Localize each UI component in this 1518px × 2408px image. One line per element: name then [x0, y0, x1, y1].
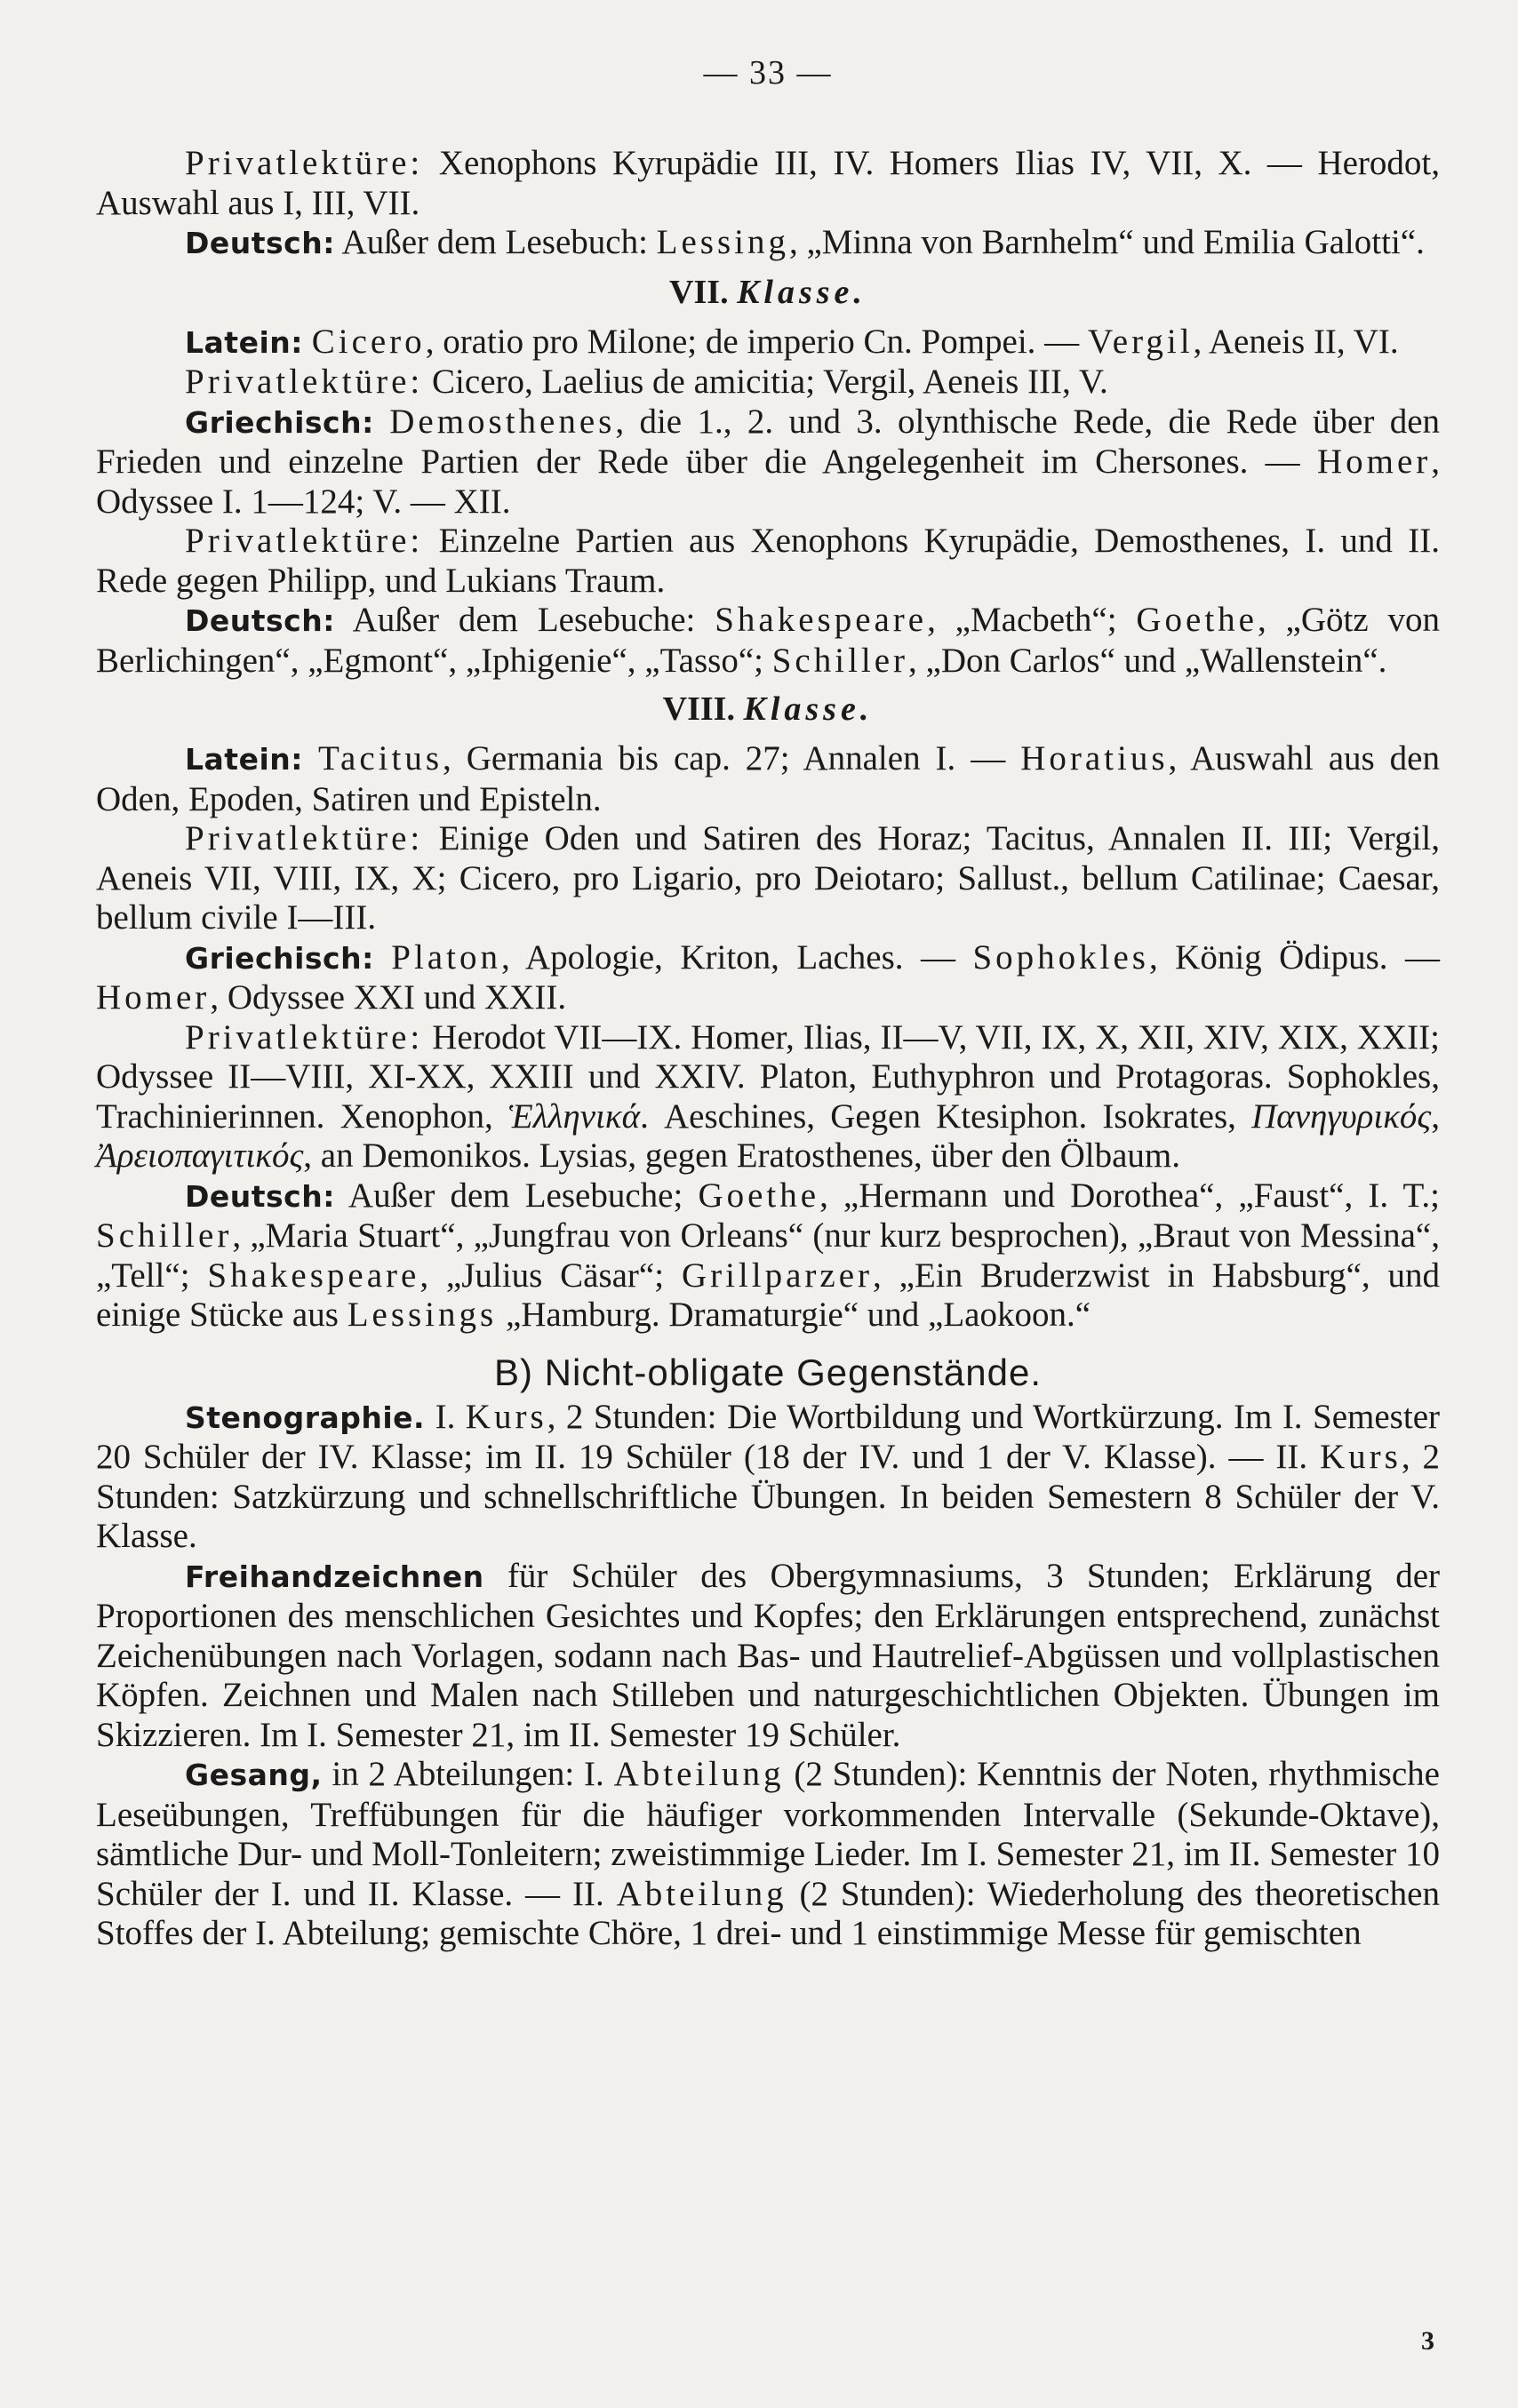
course-label: Kurs	[1320, 1438, 1402, 1476]
privatlektuere-label: Privatlektüre:	[185, 819, 424, 857]
author-name: Goethe	[698, 1176, 820, 1215]
author-name: Horatius	[1020, 739, 1169, 777]
text-run: , 2 Stunden: Satzkürzung und schnellschriftliche Übungen. In beiden Semestern 8 Schüler der V. Klasse.	[96, 1438, 1441, 1555]
author-name: Goethe	[1136, 601, 1258, 639]
subject-label: Stenographie.	[185, 1399, 426, 1435]
class-word: Klasse.	[743, 690, 874, 728]
class-heading-vii	[96, 273, 1440, 312]
privatlektuere-text: Einige Oden und Satiren des Horaz; Tacitus, Annalen II. III; Vergil, Aeneis VII, VIII, IX, X; Cicero, pro Ligario, pro Deiotaro; Sallust., bellum Catilinae; Caesar, bellum civile I—III.	[96, 819, 1440, 937]
course-label: Kurs	[465, 1397, 547, 1436]
author-name: Schiller	[96, 1216, 233, 1255]
text-run: , „Hermann und Dorothea“, „Faust“, I. T.;	[819, 1176, 1441, 1215]
privatlektuere-text: Cicero, Laelius de amicitia; Vergil, Aeneis III, V.	[423, 363, 1108, 401]
privatlektuere-paragraph	[96, 522, 1440, 601]
subject-label: Griechisch:	[185, 940, 374, 976]
text-run: , Odyssee I. 1—124; V. — XII.	[96, 443, 1440, 521]
text-run: in 2 Abteilungen: I.	[322, 1755, 614, 1793]
subject-label: Latein:	[185, 742, 303, 777]
text-run: , „Minna von Barnhelm“ und Emilia Galotti“.	[789, 223, 1425, 261]
text-run: Herodot VII—IX. Homer, Ilias, II—V, VII, IX, X, XII, XIV, XIX, XXII; Odyssee II—VIII, XI-XX, XXIII und XXIV. Platon, Euthyphron und Protagoras. Sophokles, Trachinierinnen. Xenophon,	[96, 1017, 1440, 1136]
deutsch-paragraph	[96, 601, 1440, 681]
text-run: , Odyssee XXI und XXII.	[210, 978, 567, 1017]
text-run: , oratio pro Milone; de imperio Cn. Pompei. —	[425, 322, 1088, 361]
text-run: , Apologie, Kriton, Laches. —	[500, 937, 973, 977]
division-label: Abteilung	[616, 1874, 787, 1913]
subject-label: Deutsch:	[185, 226, 335, 260]
author-name: Grillparzer	[681, 1256, 874, 1295]
subject-label: Deutsch:	[185, 1178, 335, 1214]
text-run: . Aeschines, Gegen Ktesiphon. Isokrates,	[640, 1096, 1252, 1136]
author-name: Tacitus	[317, 739, 443, 777]
author-name: Lessing	[656, 223, 789, 261]
deutsch-paragraph	[96, 1176, 1440, 1336]
subject-label: Latein:	[185, 324, 303, 360]
text-run: ,	[1431, 1096, 1440, 1136]
class-number: VII.	[669, 273, 729, 311]
subject-label: Freihandzeichnen	[185, 1559, 484, 1594]
signature-mark: 3	[1421, 2326, 1434, 2356]
text-run: , an Demonikos. Lysias, gegen Eratosthenes, über den Ölbaum.	[303, 1136, 1180, 1175]
greek-title: Ἀρειοπαγιτικός	[96, 1136, 304, 1175]
griechisch-paragraph	[96, 403, 1440, 522]
class-number: VIII.	[662, 690, 735, 728]
greek-title: Ἑλληνικά	[507, 1096, 641, 1136]
latein-paragraph	[96, 323, 1440, 363]
author-name: Homer	[96, 978, 211, 1017]
privatlektuere-label: Privatlektüre:	[185, 144, 424, 182]
author-name: Lessings	[347, 1296, 498, 1334]
freihandzeichnen-paragraph	[96, 1557, 1440, 1756]
author-name: Demosthenes	[389, 402, 616, 441]
text-run: für Schüler des Obergymnasiums, 3 Stunden; Erklärung der Proportionen des menschlichen Gesichtes und Kopfes; den Erklärungen entsprechend, zunächst Zeichenübungen nach Vorlagen, sodann nach Bas- und Hautrelief-Abgüssen und vollplastischen Köpfen. Zeichnen und Malen nach Stilleben und naturgeschichtlichen Objekten. Übungen im Skizzieren. Im I. Semester 21, im II. Semester 19 Schüler.	[96, 1556, 1440, 1754]
greek-title: Πανηγυρικός	[1251, 1096, 1432, 1136]
author-name: Shakespeare	[715, 601, 928, 639]
text-run: (2 Stunden): Kenntnis der Noten, rhythmische Leseübungen, Treffübungen für die häufiger vorkommenden Intervalle (Sekunde-Oktave), sämtliche Dur- und Moll-Tonleitern; zweistimmige Lieder. Im I. Semester 21, im II. Semester 10 Schüler der I. und II. Klasse. — II.	[96, 1755, 1440, 1913]
text-run: , die 1., 2. und 3. olynthische Rede, die Rede über den Frieden und einzelne Partien der Rede über die Angelegenheit im Chersones. —	[96, 402, 1441, 481]
text-run: , „Götz von Berlichingen“, „Egmont“, „Iphigenie“, „Tasso“;	[96, 601, 1440, 680]
page-number: — 33 —	[703, 54, 833, 92]
text-run: Außer dem Lesebuch:	[334, 223, 657, 261]
text-run: , „Don Carlos“ und „Wallenstein“.	[908, 641, 1387, 680]
text-run: , Auswahl aus den Oden, Epoden, Satiren und Episteln.	[96, 739, 1440, 818]
text-run: „Hamburg. Dramaturgie“ und „Laokoon.“	[497, 1296, 1091, 1334]
stenographie-paragraph	[96, 1398, 1440, 1557]
text-run: , König Ödipus. —	[1148, 937, 1440, 977]
subject-label: Griechisch:	[185, 404, 374, 440]
text-run: , Aeneis II, VI.	[1193, 322, 1399, 361]
subject-label: Gesang,	[185, 1758, 323, 1792]
author-name: Vergil	[1087, 322, 1194, 361]
griechisch-paragraph	[96, 938, 1440, 1018]
section-heading: B) Nicht-obligate Gegenstände.	[493, 1351, 1042, 1393]
text-run: (2 Stunden): Wiederholung des theoretischen Stoffes der I. Abteilung; gemischte Chöre, 1 drei- und 1 einstimmige Messe für gemischten	[96, 1874, 1440, 1952]
author-name: Cicero	[311, 322, 426, 361]
class-heading-viii	[96, 690, 1440, 729]
author-name: Schiller	[771, 641, 909, 680]
text-run: , „Maria Stuart“, „Jungfrau von Orleans“ (nur kurz besprochen), „Braut von Messina“, „Tell“;	[96, 1216, 1440, 1295]
privatlektuere-text: Xenophons Kyrupädie III, IV. Homers Ilias IV, VII, X. — Herodot, Auswahl aus I, III, VII.	[96, 144, 1440, 222]
gesang-paragraph	[96, 1755, 1440, 1954]
text-run: Außer dem Lesebuche;	[334, 1176, 699, 1215]
author-name: Platon	[391, 937, 501, 977]
privatlektuere-paragraph	[96, 363, 1440, 403]
privatlektuere-label: Privatlektüre:	[185, 522, 424, 560]
text-run: , 2 Stunden: Die Wortbildung und Wortkürzung. Im I. Semester 20 Schüler der IV. Klasse; im II. 19 Schüler (18 der IV. und 1 der V. Klasse). — II.	[96, 1397, 1440, 1476]
privatlektuere-paragraph	[96, 144, 1440, 223]
deutsch-paragraph	[96, 223, 1440, 264]
class-word: Klasse.	[737, 273, 867, 311]
text-run: , „Ein Bruderzwist in Habsburg“, und einige Stücke aus	[96, 1256, 1440, 1334]
subject-label: Deutsch:	[185, 603, 335, 638]
text-run: , Germania bis cap. 27; Annalen I. —	[443, 739, 1021, 777]
privatlektuere-paragraph	[96, 819, 1440, 938]
privatlektuere-label: Privatlektüre:	[185, 363, 424, 401]
division-label: Abteilung	[613, 1755, 785, 1793]
privatlektuere-paragraph	[96, 1018, 1440, 1176]
author-name: Homer	[1316, 443, 1432, 481]
privatlektuere-label: Privatlektüre:	[185, 1017, 424, 1056]
text-run: , „Julius Cäsar“;	[419, 1256, 682, 1295]
text-run: I.	[425, 1397, 466, 1436]
text-run: , „Macbeth“;	[927, 601, 1137, 639]
privatlektuere-text: Einzelne Partien aus Xenophons Kyrupädie, Demosthenes, I. und II. Rede gegen Philipp, und Lukians Traum.	[96, 522, 1440, 600]
author-name: Shakespeare	[207, 1256, 420, 1295]
text-run: Außer dem Lesebuche:	[334, 601, 715, 639]
author-name: Sophokles	[972, 937, 1149, 977]
latein-paragraph	[96, 739, 1440, 819]
